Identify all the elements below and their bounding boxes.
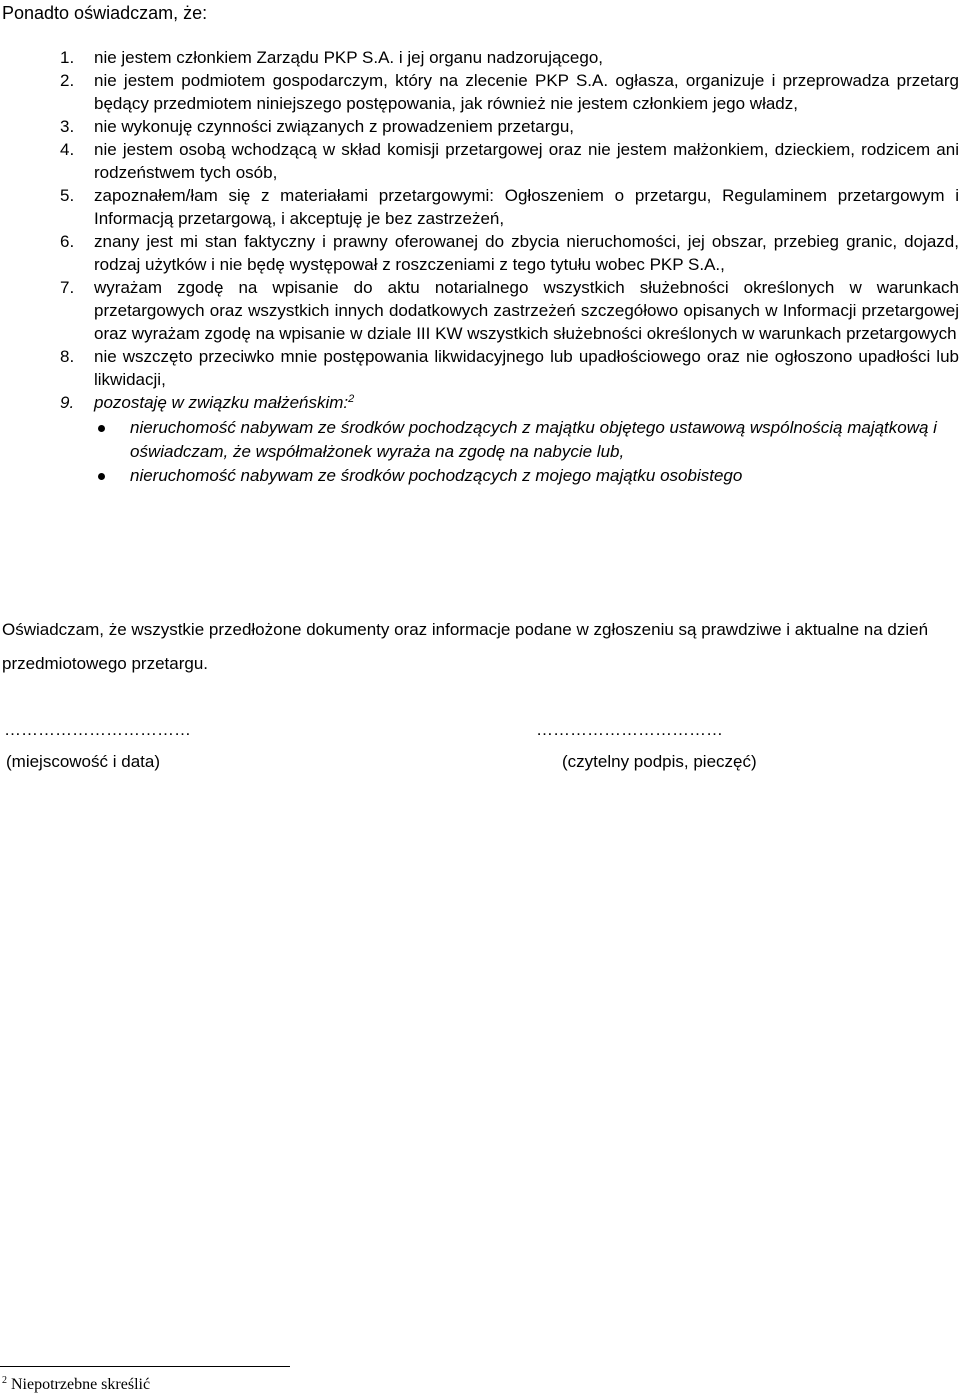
list-item-number: 6. xyxy=(60,232,75,251)
bullet-icon xyxy=(98,425,105,432)
bullet-text: nieruchomość nabywam ze środków pochodzących z mojego majątku osobistego xyxy=(130,466,743,485)
list-item xyxy=(0,115,960,138)
list-item-text: pozostaję w związku małżeńskim: xyxy=(94,393,349,412)
declaration-text: Oświadczam, że wszystkie przedłożone dokumenty oraz informacje podane w zgłoszeniu są prawdziwe i aktualne na dzień przedmiotowego przetargu. xyxy=(2,620,929,673)
bullet-item xyxy=(0,464,960,488)
list-item xyxy=(0,184,960,230)
footnote xyxy=(2,1376,150,1394)
list-item xyxy=(0,138,960,184)
list-item-number: 7. xyxy=(60,278,75,297)
list-item xyxy=(0,345,960,391)
list-item-text: nie jestem osobą wchodzącą w skład komisji przetargowej oraz nie jestem małżonkiem, dzieckiem, rodzicem ani rodzeństwem tych osób, xyxy=(94,140,959,182)
list-item-text: zapoznałem/łam się z materiałami przetargowymi: Ogłoszeniem o przetargu, Regulaminem przetargowym i Informacją przetargową, i akceptuję je bez zastrzeżeń, xyxy=(94,186,959,228)
list-item xyxy=(0,46,960,69)
list-item-number: 4. xyxy=(60,140,75,159)
footnote-divider xyxy=(0,1366,290,1367)
signature-label: (czytelny podpis, pieczęć) xyxy=(562,752,757,771)
list-item-number: 2. xyxy=(60,71,75,90)
bullet-text: nieruchomość nabywam ze środków pochodzących z majątku objętego ustawową wspólnością majątkową i oświadczam, że współmałżonek wyraża na zgodę na nabycie lub, xyxy=(130,418,937,461)
footnote-text: Niepotrzebne skreślić xyxy=(11,1376,151,1393)
list-item-number: 8. xyxy=(60,347,75,366)
list-item xyxy=(0,230,960,276)
list-item-text: nie jestem podmiotem gospodarczym, który na zlecenie PKP S.A. ogłasza, organizuje i przeprowadza przetarg będący przedmiotem niniejszego postępowania, jak również nie jestem członkiem jego władz, xyxy=(94,71,959,113)
place-date-line: …………………………… xyxy=(4,720,191,739)
declaration-list xyxy=(0,46,960,488)
intro-text: Ponadto oświadczam, że: xyxy=(2,3,208,23)
marital-options-list xyxy=(0,416,960,488)
bullet-item xyxy=(0,416,960,464)
footnote-reference: 2 xyxy=(348,393,355,405)
list-item-number: 3. xyxy=(60,117,75,136)
list-item-text: wyrażam zgodę na wpisanie do aktu notarialnego wszystkich służebności określonych w warunkach przetargowych oraz wszystkich innych dodatkowych zastrzeżeń szczegółowo opisanych w Informacji przetargowej oraz wyrażam zgodę na wpisanie w dziale III KW wszystkich służebności określonych w warunkach przetargowych xyxy=(94,278,959,343)
list-item-text: nie wszczęto przeciwko mnie postępowania likwidacyjnego lub upadłościowego oraz nie ogłoszono upadłości lub likwidacji, xyxy=(94,347,959,389)
list-item-text: nie wykonuję czynności związanych z prowadzeniem przetargu, xyxy=(94,117,575,136)
list-item-number: 1. xyxy=(60,48,75,67)
list-item xyxy=(0,276,960,345)
list-item-text: znany jest mi stan faktyczny i prawny oferowanej do zbycia nieruchomości, jej obszar, przebieg granic, dojazd, rodzaj użytków i nie będę występował z roszczeniami z tego tytułu wobec PKP S.A., xyxy=(94,232,959,274)
place-date-label: (miejscowość i data) xyxy=(6,752,160,771)
list-item-number: 9. xyxy=(60,393,75,412)
footnote-number: 2 xyxy=(2,1375,7,1386)
bullet-icon xyxy=(98,473,105,480)
list-item-text: nie jestem członkiem Zarządu PKP S.A. i jej organu nadzorującego, xyxy=(94,48,604,67)
signature-line: …………………………… xyxy=(536,720,723,739)
list-item xyxy=(0,69,960,115)
list-item-marital-status xyxy=(0,391,960,414)
list-item-number: 5. xyxy=(60,186,75,205)
